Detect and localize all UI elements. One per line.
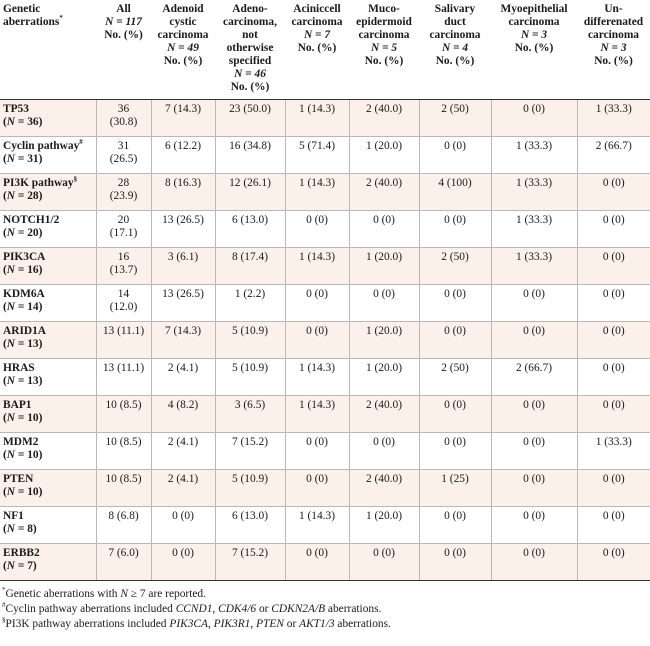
table-header bbox=[0, 0, 650, 99]
gene-name-text: KDM6A bbox=[3, 287, 45, 300]
header-adenocarcinoma-nos bbox=[215, 0, 285, 99]
value-cell: 2 (50) bbox=[419, 358, 491, 395]
header-col5-n: N = 5 bbox=[370, 42, 398, 54]
table-row bbox=[0, 210, 650, 247]
gene-name bbox=[3, 214, 94, 227]
all-cell bbox=[96, 210, 151, 247]
footnote-2-mark: # bbox=[2, 600, 6, 609]
header-col2-t1: Adenoid bbox=[162, 3, 204, 15]
header-col2-n-wrap bbox=[152, 42, 214, 55]
all-cell bbox=[96, 99, 151, 136]
header-col6-n-wrap bbox=[420, 42, 490, 55]
value-cell: 7 (14.3) bbox=[151, 99, 215, 136]
header-col5-t2: epidermoid bbox=[356, 16, 412, 28]
gene-name bbox=[3, 103, 94, 116]
value-cell: 1 (33.3) bbox=[491, 136, 577, 173]
value-cell: 8 (16.3) bbox=[151, 173, 215, 210]
footnote-2-sep1: , bbox=[212, 602, 219, 615]
gene-count: (N = 28) bbox=[3, 189, 43, 202]
gene-name bbox=[3, 436, 94, 449]
gene-cell bbox=[0, 284, 96, 321]
header-adenoid-cystic bbox=[151, 0, 215, 99]
gene-name bbox=[3, 137, 94, 153]
table-row bbox=[0, 358, 650, 395]
gene-cell bbox=[0, 321, 96, 358]
table-row bbox=[0, 432, 650, 469]
value-cell: 0 (0) bbox=[491, 99, 577, 136]
all-percent: (12.0) bbox=[109, 300, 138, 313]
gene-cell bbox=[0, 432, 96, 469]
header-col2-t3: carcinoma bbox=[157, 29, 209, 41]
value-cell: 1 (20.0) bbox=[349, 358, 419, 395]
value-cell: 0 (0) bbox=[285, 543, 349, 580]
value-cell: 0 (0) bbox=[491, 284, 577, 321]
gene-name-text: Cyclin pathway bbox=[3, 139, 80, 152]
value-cell: 1 (14.3) bbox=[285, 506, 349, 543]
gene-name-text: ARID1A bbox=[3, 324, 47, 337]
header-col5-unit: No. (%) bbox=[364, 55, 404, 67]
footnote-1-text1: Genetic aberrations with bbox=[5, 587, 121, 600]
all-value: 8 (6.8) bbox=[108, 509, 139, 522]
footnote-1-em: N bbox=[120, 587, 128, 600]
all-cell bbox=[96, 506, 151, 543]
header-col1-unit: No. (%) bbox=[104, 29, 143, 41]
gene-count: (N = 8) bbox=[3, 522, 37, 535]
value-cell: 0 (0) bbox=[349, 432, 419, 469]
gene-count: (N = 10) bbox=[3, 411, 43, 424]
gene-name-text: PI3K pathway bbox=[3, 176, 74, 189]
value-cell: 1 (14.3) bbox=[285, 173, 349, 210]
table-row bbox=[0, 395, 650, 432]
gene-cell bbox=[0, 99, 96, 136]
header-col8-unit: No. (%) bbox=[594, 55, 633, 67]
all-cell bbox=[96, 247, 151, 284]
header-col1-n: N = 117 bbox=[105, 16, 142, 28]
header-undifferentiated bbox=[577, 0, 650, 99]
value-cell: 0 (0) bbox=[577, 543, 650, 580]
footnotes bbox=[0, 581, 650, 632]
value-cell: 4 (100) bbox=[419, 173, 491, 210]
value-cell: 0 (0) bbox=[419, 543, 491, 580]
gene-cell bbox=[0, 358, 96, 395]
value-cell: 1 (20.0) bbox=[349, 247, 419, 284]
header-col6-t3: carcinoma bbox=[429, 29, 481, 41]
footnote-2-sep2: or bbox=[256, 602, 272, 615]
gene-count: (N = 13) bbox=[3, 337, 43, 350]
all-percent: (30.8) bbox=[109, 115, 138, 128]
header-col0-line2-text: aberrations bbox=[3, 16, 60, 28]
gene-count: (N = 13) bbox=[3, 374, 43, 387]
all-value: 16 bbox=[117, 250, 130, 263]
value-cell: 0 (0) bbox=[577, 506, 650, 543]
header-col1-n-wrap bbox=[97, 16, 150, 29]
header-col3-t4: otherwise bbox=[226, 42, 274, 54]
header-col1-title: All bbox=[116, 3, 131, 15]
value-cell: 0 (0) bbox=[491, 506, 577, 543]
gene-name bbox=[3, 510, 94, 523]
gene-name-text: PTEN bbox=[3, 472, 34, 485]
header-col3-t3: not bbox=[242, 29, 258, 41]
header-col2-t2: cystic bbox=[169, 16, 197, 28]
all-value: 20 bbox=[117, 213, 130, 226]
gene-name bbox=[3, 251, 94, 264]
value-cell: 5 (10.9) bbox=[215, 321, 285, 358]
header-aciniccell bbox=[285, 0, 349, 99]
table-row bbox=[0, 506, 650, 543]
value-cell: 0 (0) bbox=[419, 506, 491, 543]
gene-footnote-mark: # bbox=[79, 137, 83, 146]
value-cell: 0 (0) bbox=[151, 543, 215, 580]
value-cell: 0 (0) bbox=[577, 173, 650, 210]
value-cell: 0 (0) bbox=[577, 247, 650, 284]
value-cell: 2 (4.1) bbox=[151, 432, 215, 469]
gene-cell bbox=[0, 210, 96, 247]
value-cell: 2 (66.7) bbox=[577, 136, 650, 173]
value-cell: 0 (0) bbox=[577, 395, 650, 432]
all-value: 28 bbox=[117, 176, 130, 189]
gene-name bbox=[3, 288, 94, 301]
header-col6-n: N = 4 bbox=[441, 42, 469, 54]
header-genetic-aberrations bbox=[0, 0, 96, 99]
value-cell: 0 (0) bbox=[419, 432, 491, 469]
value-cell: 0 (0) bbox=[491, 543, 577, 580]
header-col4-n-wrap bbox=[286, 29, 348, 42]
value-cell: 23 (50.0) bbox=[215, 99, 285, 136]
value-cell: 0 (0) bbox=[419, 210, 491, 247]
header-col4-n: N = 7 bbox=[303, 29, 331, 41]
footnote-2-gene2: CDK4/6 bbox=[218, 602, 257, 615]
all-percent: (23.9) bbox=[109, 189, 138, 202]
gene-count: (N = 20) bbox=[3, 226, 43, 239]
value-cell: 2 (66.7) bbox=[491, 358, 577, 395]
table-row bbox=[0, 469, 650, 506]
footnote-1 bbox=[2, 587, 650, 602]
gene-count: (N = 10) bbox=[3, 448, 43, 461]
all-value: 13 (11.1) bbox=[102, 324, 145, 337]
gene-name bbox=[3, 174, 94, 190]
gene-name-text: ERBB2 bbox=[3, 546, 40, 559]
header-col3-t1: Adeno- bbox=[232, 3, 268, 15]
header-col0-line1: Genetic bbox=[3, 3, 41, 15]
header-col8-t2: differenated bbox=[583, 16, 644, 28]
gene-cell bbox=[0, 543, 96, 580]
value-cell: 1 (14.3) bbox=[285, 99, 349, 136]
value-cell: 1 (33.3) bbox=[577, 432, 650, 469]
value-cell: 6 (12.2) bbox=[151, 136, 215, 173]
footnote-3-mark: § bbox=[2, 615, 6, 624]
value-cell: 2 (50) bbox=[419, 99, 491, 136]
gene-name-text: MDM2 bbox=[3, 435, 39, 448]
value-cell: 13 (26.5) bbox=[151, 284, 215, 321]
value-cell: 0 (0) bbox=[285, 469, 349, 506]
value-cell: 2 (40.0) bbox=[349, 469, 419, 506]
value-cell: 0 (0) bbox=[491, 321, 577, 358]
header-col3-t2: carcinoma, bbox=[223, 16, 277, 28]
header-col5-t3: carcinoma bbox=[358, 29, 410, 41]
all-value: 7 (6.0) bbox=[108, 546, 139, 559]
all-percent: (17.1) bbox=[109, 226, 138, 239]
value-cell: 13 (26.5) bbox=[151, 210, 215, 247]
all-cell bbox=[96, 358, 151, 395]
gene-count: (N = 7) bbox=[3, 559, 37, 572]
value-cell: 0 (0) bbox=[349, 210, 419, 247]
value-cell: 0 (0) bbox=[577, 321, 650, 358]
value-cell: 0 (0) bbox=[285, 210, 349, 247]
value-cell: 1 (33.3) bbox=[491, 210, 577, 247]
value-cell: 1 (20.0) bbox=[349, 506, 419, 543]
all-cell bbox=[96, 284, 151, 321]
value-cell: 2 (40.0) bbox=[349, 99, 419, 136]
value-cell: 0 (0) bbox=[285, 321, 349, 358]
all-cell bbox=[96, 395, 151, 432]
gene-count: (N = 10) bbox=[3, 485, 43, 498]
header-col4-unit: No. (%) bbox=[297, 42, 337, 54]
header-col5-n-wrap bbox=[350, 42, 418, 55]
value-cell: 2 (4.1) bbox=[151, 469, 215, 506]
header-col8-t3: carcinoma bbox=[587, 29, 640, 41]
value-cell: 16 (34.8) bbox=[215, 136, 285, 173]
footnote-2-text2: aberrations. bbox=[325, 602, 382, 615]
gene-name bbox=[3, 362, 94, 375]
value-cell: 6 (13.0) bbox=[215, 210, 285, 247]
all-cell bbox=[96, 543, 151, 580]
value-cell: 1 (20.0) bbox=[349, 321, 419, 358]
footnote-3-sep3: or bbox=[283, 617, 300, 630]
value-cell: 7 (14.3) bbox=[151, 321, 215, 358]
all-value: 31 bbox=[117, 139, 130, 152]
header-all bbox=[96, 0, 151, 99]
all-cell bbox=[96, 432, 151, 469]
header-col3-t5: specified bbox=[228, 55, 272, 67]
all-percent: (26.5) bbox=[109, 152, 138, 165]
header-col8-n-wrap bbox=[578, 42, 649, 55]
value-cell: 0 (0) bbox=[491, 469, 577, 506]
all-value: 13 (11.1) bbox=[102, 361, 145, 374]
gene-name bbox=[3, 473, 94, 486]
table-body bbox=[0, 99, 650, 580]
gene-name bbox=[3, 399, 94, 412]
header-col8-t1: Un- bbox=[604, 3, 623, 15]
header-col4-t2: carcinoma bbox=[291, 16, 343, 28]
value-cell: 0 (0) bbox=[419, 136, 491, 173]
footnote-1-text2: ≥ 7 are reported. bbox=[127, 587, 206, 600]
header-col7-n-wrap bbox=[492, 29, 576, 42]
footnote-3-gene1: PIK3CA bbox=[169, 617, 208, 630]
value-cell: 3 (6.5) bbox=[215, 395, 285, 432]
table-row bbox=[0, 173, 650, 210]
gene-name bbox=[3, 325, 94, 338]
gene-name-text: PIK3CA bbox=[3, 250, 46, 263]
footnote-3-text1: PI3K pathway aberrations included bbox=[5, 617, 170, 630]
table-row bbox=[0, 247, 650, 284]
value-cell: 0 (0) bbox=[419, 321, 491, 358]
footnote-2-gene3: CDKN2A/B bbox=[271, 602, 326, 615]
value-cell: 1 (20.0) bbox=[349, 136, 419, 173]
value-cell: 1 (33.3) bbox=[577, 99, 650, 136]
value-cell: 0 (0) bbox=[349, 543, 419, 580]
gene-name-text: HRAS bbox=[3, 361, 35, 374]
gene-count: (N = 14) bbox=[3, 300, 43, 313]
value-cell: 1 (14.3) bbox=[285, 247, 349, 284]
header-col0-line2 bbox=[3, 16, 95, 29]
header-col6-unit: No. (%) bbox=[435, 55, 475, 67]
footnote-2-gene1: CCND1 bbox=[175, 602, 213, 615]
header-col7-unit: No. (%) bbox=[514, 42, 554, 54]
all-value: 36 bbox=[117, 102, 130, 115]
header-col7-t1: Myoepithelial bbox=[500, 3, 568, 15]
value-cell: 0 (0) bbox=[151, 506, 215, 543]
header-col7-t2: carcinoma bbox=[508, 16, 560, 28]
header-row bbox=[0, 0, 650, 99]
footnote-3-sep1: , bbox=[207, 617, 214, 630]
footnote-3-gene3: PTEN bbox=[256, 617, 284, 630]
all-cell bbox=[96, 321, 151, 358]
gene-cell bbox=[0, 247, 96, 284]
value-cell: 1 (14.3) bbox=[285, 358, 349, 395]
value-cell: 1 (14.3) bbox=[285, 395, 349, 432]
gene-name bbox=[3, 547, 94, 560]
footnote-3-sep2: , bbox=[250, 617, 257, 630]
table-row bbox=[0, 136, 650, 173]
value-cell: 0 (0) bbox=[577, 469, 650, 506]
value-cell: 0 (0) bbox=[285, 284, 349, 321]
value-cell: 7 (15.2) bbox=[215, 543, 285, 580]
footnote-3-gene2: PIK3R1 bbox=[213, 617, 251, 630]
gene-name-text: NOTCH1/2 bbox=[3, 213, 60, 226]
header-col2-n: N = 49 bbox=[167, 42, 199, 54]
footnote-1-mark: * bbox=[2, 585, 6, 594]
header-col6-t2: duct bbox=[444, 16, 466, 28]
value-cell: 5 (71.4) bbox=[285, 136, 349, 173]
gene-cell bbox=[0, 469, 96, 506]
all-value: 10 (8.5) bbox=[105, 435, 142, 448]
header-mucoepidermoid bbox=[349, 0, 419, 99]
all-percent: (13.7) bbox=[109, 263, 138, 276]
footnote-3 bbox=[2, 617, 650, 632]
value-cell: 0 (0) bbox=[491, 395, 577, 432]
value-cell: 1 (33.3) bbox=[491, 247, 577, 284]
gene-count: (N = 31) bbox=[3, 152, 43, 165]
value-cell: 5 (10.9) bbox=[215, 469, 285, 506]
header-salivary-duct bbox=[419, 0, 491, 99]
header-myoepithelial bbox=[491, 0, 577, 99]
value-cell: 0 (0) bbox=[577, 358, 650, 395]
all-cell bbox=[96, 469, 151, 506]
gene-name-text: NF1 bbox=[3, 509, 24, 522]
value-cell: 7 (15.2) bbox=[215, 432, 285, 469]
value-cell: 8 (17.4) bbox=[215, 247, 285, 284]
header-col3-unit: No. (%) bbox=[230, 81, 270, 93]
footnote-3-gene4: AKT1/3 bbox=[299, 617, 335, 630]
value-cell: 0 (0) bbox=[419, 395, 491, 432]
header-col3-n-wrap bbox=[216, 68, 284, 81]
value-cell: 0 (0) bbox=[577, 284, 650, 321]
gene-footnote-mark: § bbox=[73, 174, 78, 183]
gene-count: (N = 36) bbox=[3, 115, 43, 128]
value-cell: 1 (25) bbox=[419, 469, 491, 506]
gene-cell bbox=[0, 173, 96, 210]
value-cell: 0 (0) bbox=[349, 284, 419, 321]
header-col0-mark: * bbox=[59, 14, 63, 23]
all-value: 10 (8.5) bbox=[105, 472, 142, 485]
all-value: 14 bbox=[117, 287, 130, 300]
header-col8-n: N = 3 bbox=[600, 42, 627, 54]
value-cell: 3 (6.1) bbox=[151, 247, 215, 284]
value-cell: 1 (2.2) bbox=[215, 284, 285, 321]
gene-name-text: TP53 bbox=[3, 102, 29, 115]
gene-cell bbox=[0, 395, 96, 432]
value-cell: 12 (26.1) bbox=[215, 173, 285, 210]
value-cell: 0 (0) bbox=[419, 284, 491, 321]
header-col5-t1: Muco- bbox=[368, 3, 400, 15]
value-cell: 2 (50) bbox=[419, 247, 491, 284]
all-cell bbox=[96, 136, 151, 173]
header-col2-unit: No. (%) bbox=[163, 55, 203, 67]
header-col4-t1: Aciniccell bbox=[293, 3, 341, 15]
value-cell: 0 (0) bbox=[285, 432, 349, 469]
all-value: 10 (8.5) bbox=[105, 398, 142, 411]
table-row bbox=[0, 99, 650, 136]
value-cell: 4 (8.2) bbox=[151, 395, 215, 432]
footnote-2-text1: Cyclin pathway aberrations included bbox=[5, 602, 176, 615]
gene-cell bbox=[0, 506, 96, 543]
gene-name-text: BAP1 bbox=[3, 398, 32, 411]
value-cell: 0 (0) bbox=[577, 210, 650, 247]
value-cell: 2 (4.1) bbox=[151, 358, 215, 395]
header-col7-n: N = 3 bbox=[520, 29, 548, 41]
value-cell: 6 (13.0) bbox=[215, 506, 285, 543]
value-cell: 2 (40.0) bbox=[349, 395, 419, 432]
value-cell: 0 (0) bbox=[491, 432, 577, 469]
table-row bbox=[0, 543, 650, 580]
table-row bbox=[0, 321, 650, 358]
footnote-3-text2: aberrations. bbox=[334, 617, 391, 630]
footnote-2 bbox=[2, 602, 650, 617]
value-cell: 5 (10.9) bbox=[215, 358, 285, 395]
value-cell: 2 (40.0) bbox=[349, 173, 419, 210]
value-cell: 1 (33.3) bbox=[491, 173, 577, 210]
all-cell bbox=[96, 173, 151, 210]
gene-cell bbox=[0, 136, 96, 173]
table-row bbox=[0, 284, 650, 321]
gene-count: (N = 16) bbox=[3, 263, 43, 276]
header-col3-n: N = 46 bbox=[234, 68, 266, 80]
header-col6-t1: Salivary bbox=[434, 3, 476, 15]
